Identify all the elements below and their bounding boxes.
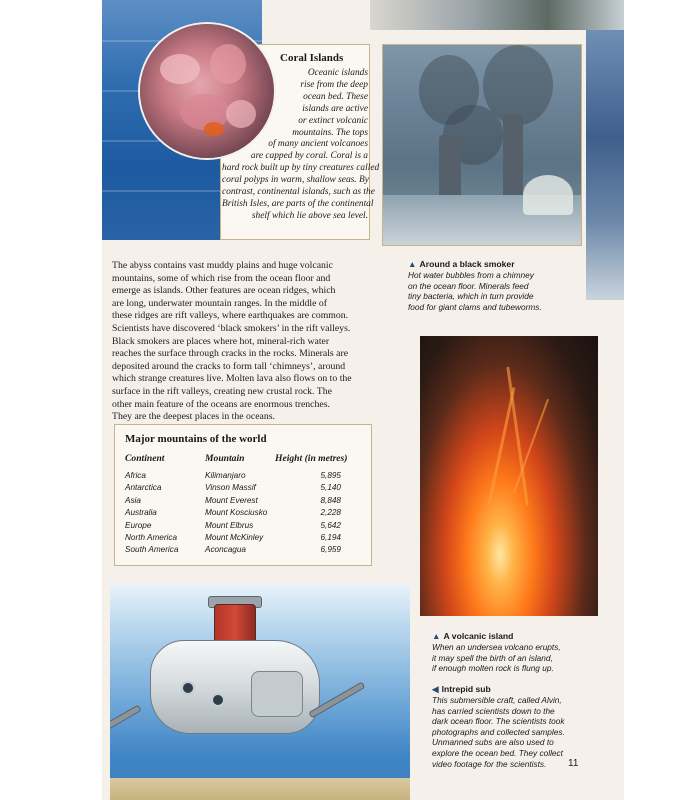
- table-row: [115, 483, 371, 495]
- caption-line: food for giant clams and tubeworms.: [408, 301, 542, 312]
- caption-line: Unmanned subs are also used to: [432, 737, 554, 748]
- caption-line: When an undersea volcano erupts,: [432, 642, 561, 652]
- coral-text-line: shelf which lie above sea level.: [251, 210, 368, 221]
- caption-line: explore the ocean bed. They collect: [432, 747, 563, 758]
- body-text-line: which strange creatures live. Molten lava also flows on to the: [112, 373, 352, 385]
- caption-line: dark ocean floor. The scientists took: [432, 716, 565, 727]
- cell-height: 5,140: [320, 483, 341, 493]
- cell-mountain: Mount Elbrus: [205, 520, 254, 530]
- coral-text-line: Oceanic islands: [307, 68, 368, 78]
- black-smoker-illustration: [382, 44, 582, 246]
- caption-line: photographs and collected samples.: [432, 726, 565, 737]
- cell-continent: Antarctica: [125, 483, 162, 493]
- main-body-text: [112, 260, 380, 424]
- coastline-photo: [370, 0, 624, 30]
- black-smoker-caption-title: ▲ Around a black smoker: [408, 259, 515, 269]
- intrepid-sub-caption-title: ◀ Intrepid sub: [432, 684, 491, 694]
- cell-continent: Europe: [125, 520, 152, 530]
- volcanic-island-caption-title: ▲ A volcanic island: [432, 631, 514, 641]
- coral-islands-text: [222, 68, 380, 223]
- sea-floor: [110, 778, 410, 800]
- cell-mountain: Mount Everest: [205, 495, 258, 505]
- column-header-continent: Continent: [125, 453, 165, 464]
- coral-text-line: hard rock built up by tiny creatures called: [222, 163, 380, 174]
- cell-continent: Africa: [125, 471, 146, 480]
- coral-text-line: of many ancient volcanoes: [268, 139, 368, 150]
- sub-hull: [150, 640, 320, 734]
- body-text-line: surface in the rift valleys, creating new crustal rock. The: [112, 385, 332, 397]
- cell-mountain: Mount Kosciusko: [205, 508, 268, 518]
- cell-mountain: Mount McKinley: [205, 533, 264, 542]
- body-text-line: Black smokers are places where hot, mineral-rich water: [112, 335, 330, 347]
- cell-height: 8,848: [320, 495, 341, 505]
- body-text-line: other main feature of the oceans are enormous trenches.: [112, 398, 330, 410]
- table-row: [115, 471, 371, 483]
- coral-text-line: ocean bed. These: [303, 91, 368, 102]
- table-row: [115, 521, 371, 533]
- cell-continent: Australia: [125, 508, 157, 518]
- sub-arm-left: [110, 704, 142, 731]
- coral-text-line: islands are active: [302, 103, 368, 114]
- black-smoker-caption-text: [408, 270, 542, 312]
- caption-line: on the ocean floor. Minerals feed: [408, 280, 529, 291]
- cell-continent: North America: [125, 533, 178, 542]
- coral-text-line: contrast, continental islands, such as the: [222, 187, 375, 198]
- body-text-line: Scientists have discovered ‘black smokers’ in the rift valleys.: [112, 322, 351, 334]
- coral-text-line: coral polyps in warm, shallow seas. By: [222, 175, 369, 186]
- submersible-illustration: [110, 584, 410, 800]
- body-text-line: mountains, some of which rise from the ocean floor and: [112, 272, 331, 284]
- mountains-table: [114, 424, 372, 566]
- cell-mountain: Aconcagua: [205, 545, 246, 555]
- coral-islands-title: Coral Islands: [280, 52, 344, 64]
- caption-line: if enough molten rock is flung up.: [432, 663, 554, 674]
- coral-text-line: rise from the deep: [300, 79, 368, 90]
- cell-height: 6,194: [320, 533, 341, 542]
- caption-line: video footage for the scientists.: [432, 758, 547, 769]
- column-header-mountain: Mountain: [205, 453, 245, 464]
- cell-continent: Asia: [125, 495, 141, 505]
- caption-triangle-icon: ▲: [408, 259, 417, 269]
- cell-height: 2,228: [320, 508, 341, 518]
- cell-height: 6,959: [320, 545, 341, 555]
- table-row: [115, 533, 371, 545]
- column-header-height: Height (in metres): [275, 453, 348, 464]
- body-text-line: are long, underwater mountain ranges. In the middle of: [112, 297, 327, 309]
- cell-mountain: Kilimanjaro: [205, 471, 246, 480]
- volcanic-eruption-photo: [420, 336, 598, 616]
- caption-triangle-icon: ▲: [432, 631, 441, 641]
- table-row: [115, 496, 371, 508]
- caption-line: it may spell the birth of an island,: [432, 652, 553, 663]
- cell-height: 5,642: [320, 520, 341, 530]
- body-text-line: They are the deepest places in the oceans.: [112, 411, 275, 423]
- table-row: [115, 545, 371, 557]
- coral-text-line: British Isles, are parts of the continental: [222, 198, 374, 209]
- caption-line: Hot water bubbles from a chimney: [408, 270, 534, 280]
- body-text-line: these ridges are rift valleys, where earthquakes are common.: [112, 310, 349, 322]
- coral-text-line: or extinct volcanic: [298, 115, 368, 126]
- intrepid-sub-caption-text: [432, 695, 565, 769]
- caption-line: tiny bacteria, which in turn provide: [408, 291, 534, 302]
- body-text-line: The abyss contains vast muddy plains and huge volcanic: [112, 260, 333, 271]
- table-row: [115, 508, 371, 520]
- caption-line: This submersible craft, called Alvin,: [432, 695, 562, 705]
- volcanic-island-caption-text: [432, 642, 561, 674]
- coastline-photo-strip: [586, 30, 624, 300]
- cell-height: 5,895: [320, 471, 341, 480]
- cell-continent: South America: [125, 545, 179, 555]
- coral-text-line: mountains. The tops: [292, 127, 368, 138]
- coral-text-line: are capped by coral. Coral is a: [250, 151, 368, 162]
- caption-line: has carried scientists down to the: [432, 705, 555, 716]
- table-title: Major mountains of the world: [125, 433, 267, 445]
- cell-mountain: Vinson Massif: [205, 483, 256, 493]
- book-page: [102, 0, 624, 800]
- page-number: 11: [568, 758, 579, 769]
- caption-arrow-left-icon: ◀: [432, 684, 439, 694]
- body-text-line: reaches the surface through cracks in the rocks. Minerals are: [112, 348, 349, 360]
- body-text-line: deposited around the cracks to form tall ‘chimneys’, around: [112, 360, 346, 372]
- body-text-line: emerge as islands. Other features are ocean ridges, which: [112, 285, 336, 297]
